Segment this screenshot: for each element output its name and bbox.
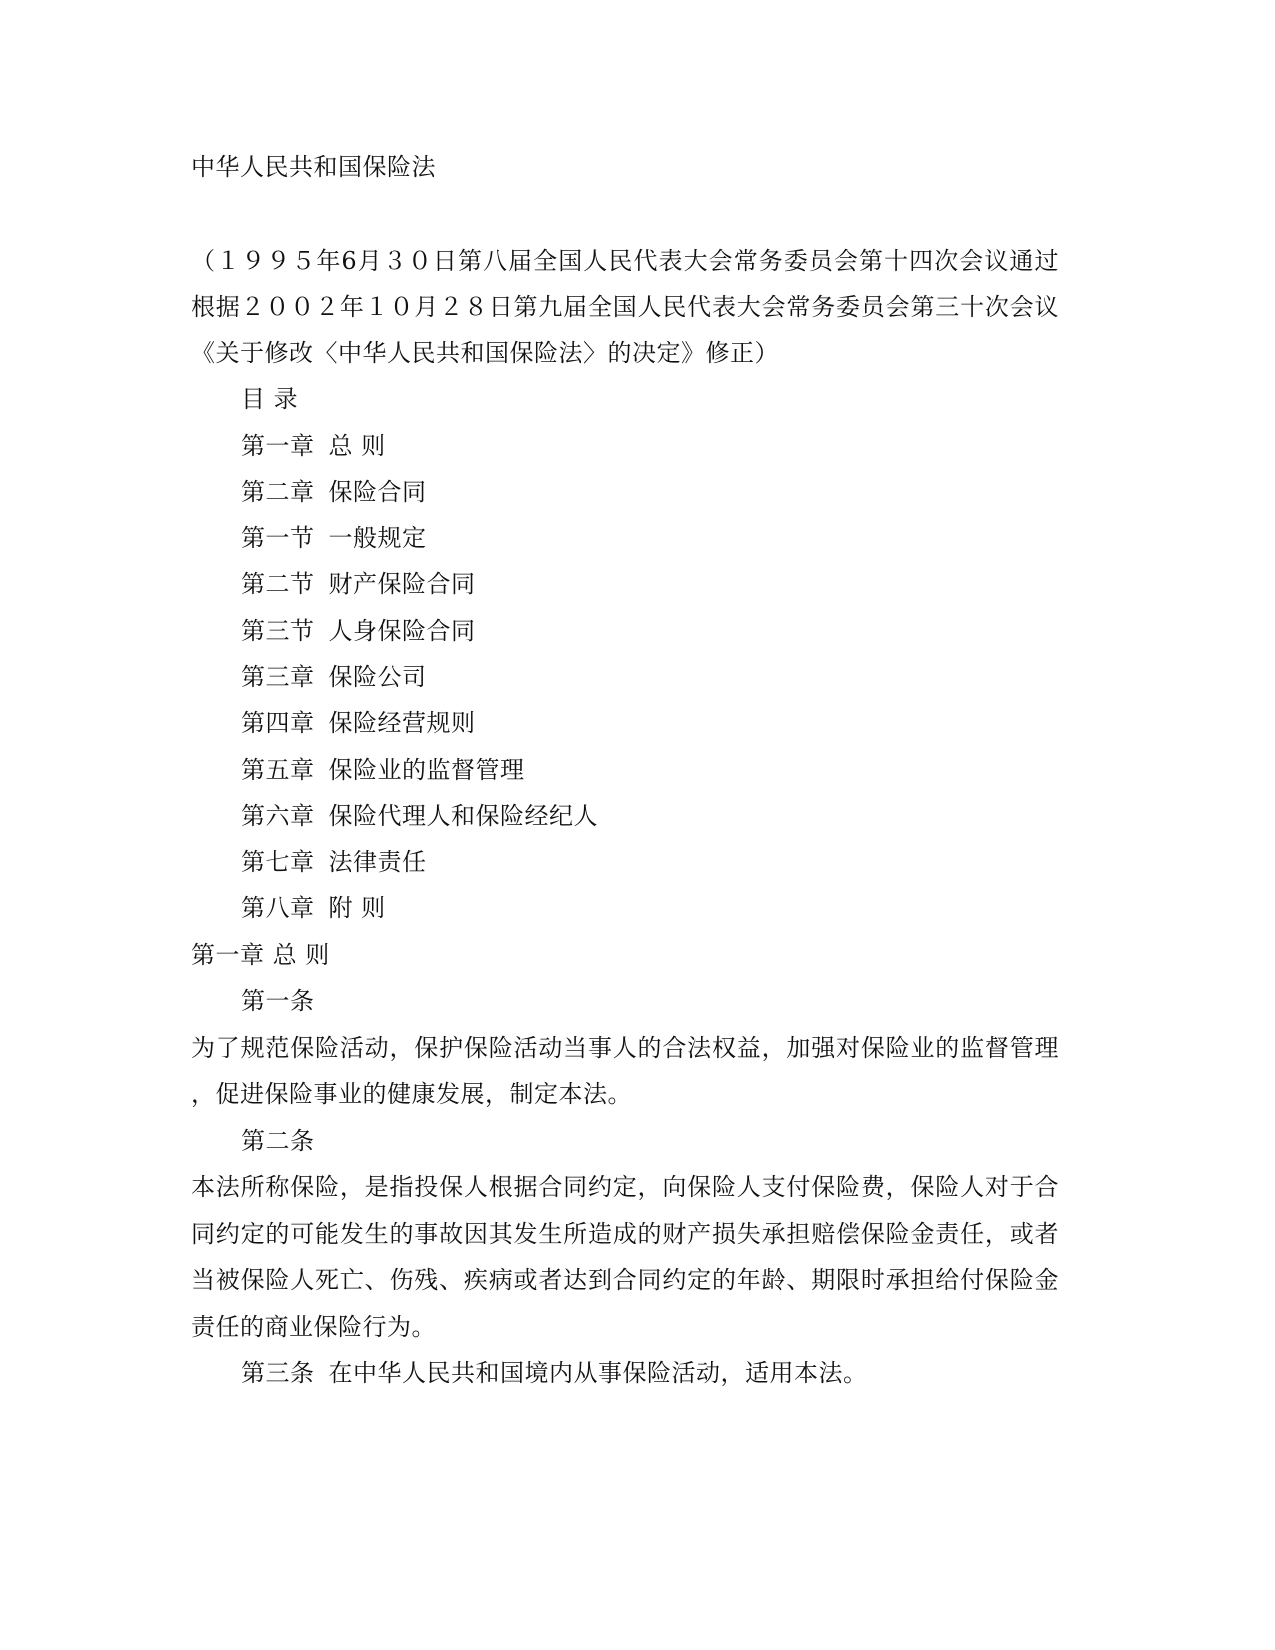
article-text-line: 当被保险人死亡、伤残、疾病或者达到合同约定的年龄、期限时承担给付保险金 [191, 1266, 1059, 1294]
toc-item-number: 第二节 [241, 570, 315, 598]
toc-item-text: 一般规定 [328, 524, 427, 552]
toc-item [241, 708, 476, 738]
toc-item-text: 财产保险合同 [328, 570, 476, 598]
toc-item [241, 801, 598, 831]
article-text: 在中华人民共和国境内从事保险活动，适用本法。 [328, 1359, 868, 1387]
article-label: 第三条 [241, 1359, 315, 1387]
toc-item-number: 第三节 [241, 617, 315, 645]
toc-item-number: 第一章 [241, 432, 315, 460]
toc-item-text: 保险业的监督管理 [328, 756, 525, 784]
article-text-line: ，促进保险事业的健康发展，制定本法。 [191, 1080, 632, 1108]
article-label: 第一条 [241, 987, 315, 1015]
toc-item [241, 523, 427, 553]
preamble-line-1: （１９９５年6月３０日第八届全国人民代表大会常务委员会第十四次会议通过 [191, 247, 1059, 275]
article-text-line: 本法所称保险，是指投保人根据合同约定，向保险人支付保险费，保险人对于合 [191, 1173, 1059, 1201]
toc-item-number: 第一节 [241, 524, 315, 552]
toc-item [241, 893, 386, 923]
toc-item [241, 847, 427, 877]
document-title: 中华人民共和国保险法 [191, 153, 436, 181]
toc-item-number: 第四章 [241, 709, 315, 737]
toc-item-number: 第二章 [241, 478, 315, 506]
toc-item-text: 保险代理人和保险经纪人 [328, 802, 598, 830]
toc-item-number: 第三章 [241, 663, 315, 691]
toc-item [241, 431, 386, 461]
toc-item-number: 第六章 [241, 802, 315, 830]
article-label: 第二条 [241, 1127, 315, 1155]
toc-item-text: 人身保险合同 [328, 617, 476, 645]
toc-item-text: 法律责任 [328, 848, 427, 876]
preamble-line-2: 根据２００２年１０月２８日第九届全国人民代表大会常务委员会第三十次会议 [191, 293, 1059, 321]
toc-item-text: 保险合同 [328, 478, 427, 506]
article-3 [241, 1358, 868, 1388]
toc-item [241, 662, 427, 692]
toc-item-text: 保险经营规则 [328, 709, 476, 737]
article-text-line: 责任的商业保险行为。 [191, 1313, 436, 1341]
toc-item [241, 616, 476, 646]
article-text-line: 同约定的可能发生的事故因其发生所造成的财产损失承担赔偿保险金责任，或者 [191, 1220, 1059, 1248]
toc-item-text: 总 则 [328, 432, 386, 460]
toc-item-number: 第八章 [241, 894, 315, 922]
toc-item-number: 第七章 [241, 848, 315, 876]
toc-item-text: 保险公司 [328, 663, 427, 691]
toc-item-number: 第五章 [241, 756, 315, 784]
chapter-heading: 第一章 总 则 [191, 941, 330, 969]
preamble-line-3: 《关于修改〈中华人民共和国保险法〉的决定》修正） [191, 339, 779, 367]
toc-item [241, 477, 427, 507]
toc-heading: 目 录 [241, 385, 299, 413]
toc-item [241, 569, 476, 599]
toc-item [241, 755, 525, 785]
article-text-line: 为了规范保险活动，保护保险活动当事人的合法权益，加强对保险业的监督管理 [191, 1034, 1059, 1062]
toc-item-text: 附 则 [328, 894, 386, 922]
